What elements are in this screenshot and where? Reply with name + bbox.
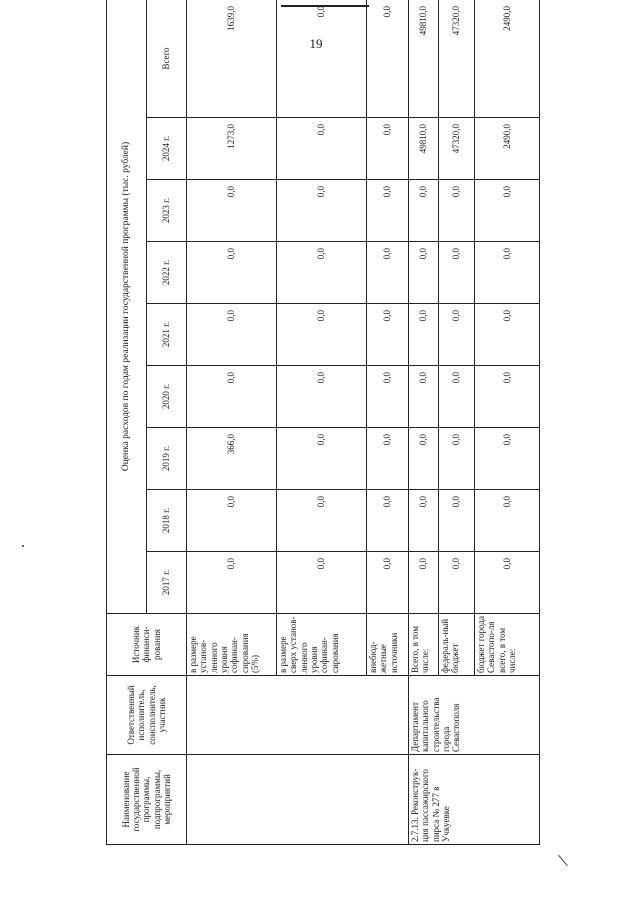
value-cell: 0,0 bbox=[409, 428, 439, 490]
value-cell: 0,0 bbox=[475, 242, 540, 304]
scan-mark bbox=[558, 855, 568, 866]
header-year: 2024 г. bbox=[147, 118, 187, 180]
executor-cell-empty bbox=[187, 676, 409, 755]
value-cell: 0,0 bbox=[187, 490, 277, 552]
value-cell: 0,0 bbox=[277, 428, 367, 490]
table-row bbox=[409, 0, 439, 845]
value-cell: 0,0 bbox=[187, 552, 277, 614]
header-row-1 bbox=[107, 0, 147, 845]
value-cell: 0,0 bbox=[439, 428, 475, 490]
value-cell: 0,0 bbox=[367, 180, 409, 242]
value-cell: 0,0 bbox=[439, 180, 475, 242]
value-cell: 0,0 bbox=[475, 552, 540, 614]
value-cell: 0,0 bbox=[475, 428, 540, 490]
measure-name-cell: 2.7.13. Реконструк-ция пассажирского пирса № 277 в Учкуевке bbox=[409, 755, 540, 845]
value-cell: 47320,0 bbox=[439, 118, 475, 180]
header-year: 2021 г. bbox=[147, 304, 187, 366]
budget-table bbox=[106, 0, 540, 845]
header-year: 2018 г. bbox=[147, 490, 187, 552]
header-year: 2023 г. bbox=[147, 180, 187, 242]
page-number: 19 bbox=[309, 36, 323, 51]
value-cell: 0,0 bbox=[439, 490, 475, 552]
value-cell: 0,0 bbox=[409, 490, 439, 552]
value-cell: 0,0 bbox=[475, 180, 540, 242]
value-cell: 0,0 bbox=[277, 366, 367, 428]
value-cell: 0,0 bbox=[439, 552, 475, 614]
value-cell: 0,0 bbox=[367, 304, 409, 366]
value-cell: 0,0 bbox=[277, 242, 367, 304]
value-cell: 1273,0 bbox=[187, 118, 277, 180]
rotated-table-wrapper bbox=[106, 5, 521, 845]
value-cell: 0,0 bbox=[277, 490, 367, 552]
measure-executor-cell: Департамент капитального строительства города Севастополя bbox=[409, 676, 540, 755]
value-cell: 0,0 bbox=[439, 366, 475, 428]
source-cell: федераль-ный бюджет bbox=[439, 614, 475, 676]
value-cell: 0,0 bbox=[367, 366, 409, 428]
header-estimate: Оценка расходов по годам реализации государственной программы (тыс. рублей) bbox=[107, 0, 147, 614]
value-cell: 49810,0 bbox=[409, 118, 439, 180]
value-cell: 0,0 bbox=[277, 304, 367, 366]
value-cell: 0,0 bbox=[367, 428, 409, 490]
value-cell: 0,0 bbox=[187, 180, 277, 242]
value-cell: 0,0 bbox=[409, 180, 439, 242]
table-row bbox=[187, 0, 277, 845]
source-cell: Всего, в том числе: bbox=[409, 614, 439, 676]
total-cell: 0,0 bbox=[277, 0, 367, 118]
value-cell: 0,0 bbox=[409, 242, 439, 304]
value-cell: 366,0 bbox=[187, 428, 277, 490]
header-year: 2019 г. bbox=[147, 428, 187, 490]
value-cell: 0,0 bbox=[409, 366, 439, 428]
value-cell: 0,0 bbox=[367, 118, 409, 180]
value-cell: 0,0 bbox=[409, 552, 439, 614]
total-cell: 47320,0 bbox=[439, 0, 475, 118]
header-year: 2017 г. bbox=[147, 552, 187, 614]
value-cell: 0,0 bbox=[475, 304, 540, 366]
total-cell: 2490,0 bbox=[475, 0, 540, 118]
value-cell: 0,0 bbox=[439, 242, 475, 304]
source-cell: в размере сверх установ-ленного уровня софинан-сирования bbox=[277, 614, 367, 676]
header-source: Источник финанси-рования bbox=[107, 614, 187, 676]
value-cell: 0,0 bbox=[277, 180, 367, 242]
value-cell: 0,0 bbox=[187, 304, 277, 366]
value-cell: 0,0 bbox=[367, 552, 409, 614]
value-cell: 0,0 bbox=[277, 552, 367, 614]
header-year: 2020 г. bbox=[147, 366, 187, 428]
value-cell: 0,0 bbox=[367, 490, 409, 552]
total-cell: 49810,0 bbox=[409, 0, 439, 118]
value-cell: 0,0 bbox=[187, 242, 277, 304]
header-year: 2022 г. bbox=[147, 242, 187, 304]
value-cell: 0,0 bbox=[475, 490, 540, 552]
value-cell: 0,0 bbox=[475, 366, 540, 428]
value-cell: 0,0 bbox=[187, 366, 277, 428]
scan-dot bbox=[22, 545, 24, 547]
source-cell: бюджет города Севастопо-ля всего, в том числе: bbox=[475, 614, 540, 676]
value-cell: 0,0 bbox=[367, 242, 409, 304]
value-cell: 2490,0 bbox=[475, 118, 540, 180]
source-cell: в размере установ-ленного уровня софинан-сирования (5%) bbox=[187, 614, 277, 676]
header-executor: Ответственный исполнитель, соисполнитель, участник bbox=[107, 676, 187, 755]
value-cell: 0,0 bbox=[277, 118, 367, 180]
source-cell: внебюд-жетные источники bbox=[367, 614, 409, 676]
name-cell-empty bbox=[187, 755, 409, 845]
value-cell: 0,0 bbox=[439, 304, 475, 366]
total-cell: 0,0 bbox=[367, 0, 409, 118]
total-cell: 1639,0 bbox=[187, 0, 277, 118]
value-cell: 0,0 bbox=[409, 304, 439, 366]
header-name: Наименование государственной программы, подпрограммы, мероприятий bbox=[107, 755, 187, 845]
header-total: Всего bbox=[147, 0, 187, 118]
